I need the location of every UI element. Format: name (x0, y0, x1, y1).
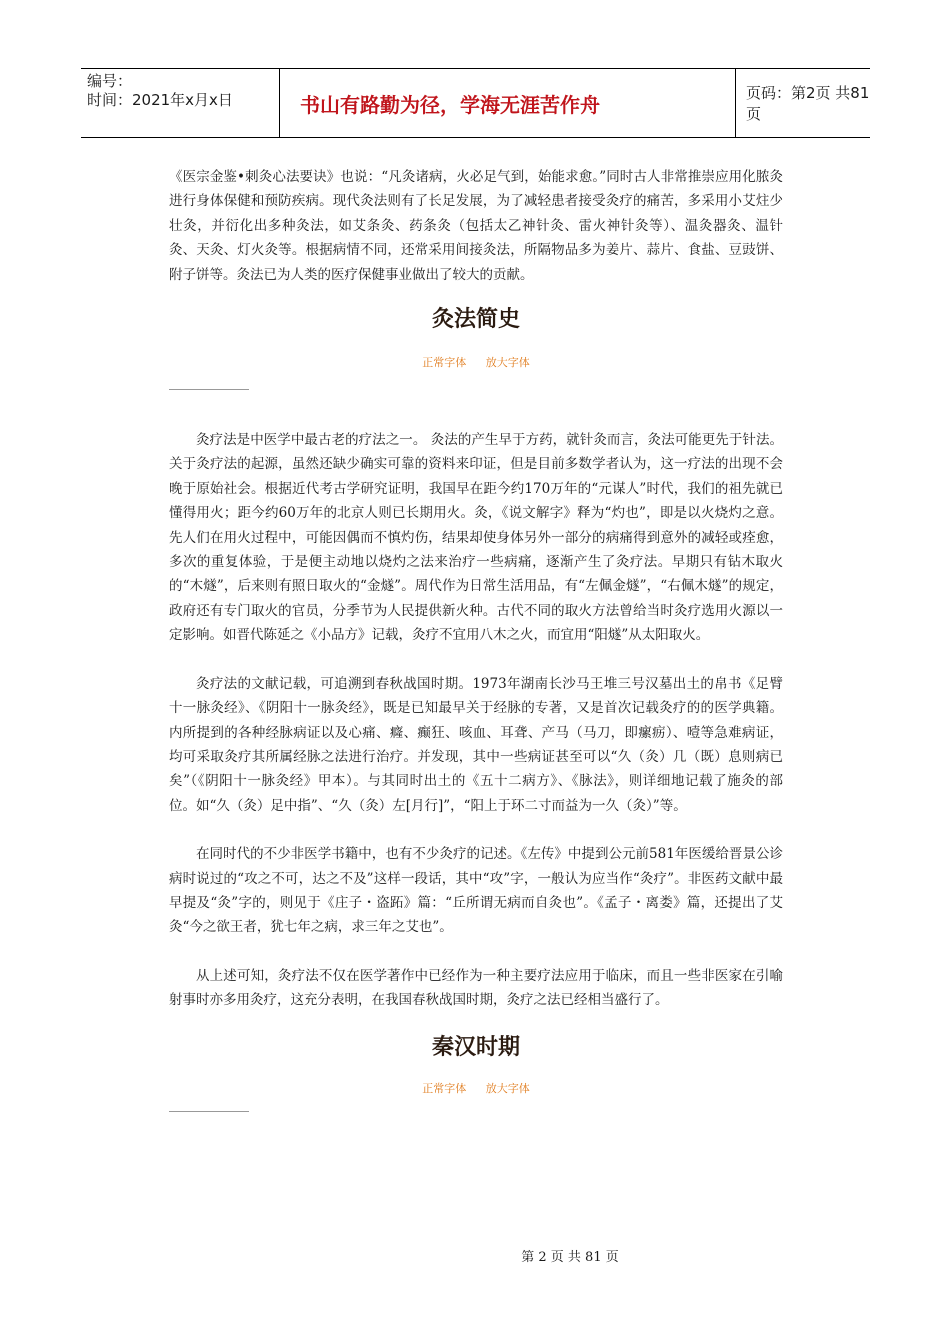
serial-number-label: 编号： (87, 72, 133, 90)
header-meta (81, 69, 280, 137)
section-divider (169, 1111, 249, 1112)
normal-font-link[interactable]: 正常字体 (422, 356, 467, 370)
paragraph: 在同时代的不少非医学书籍中，也有不少灸疗的记述。《左传》中提到公元前581年医缓给晋景公诊病时说过的“攻之不可，达之不及”这样一段话，其中“攻”字，一般认为应当作“灸疗”。非医药文献中最早提及“灸”字的，则见于《庄子・盗跖》篇：“丘所谓无病而自灸也”。《孟子・离娄》篇，还提出了艾灸“今之欲王者，犹七年之病，求三年之艾也”。 (169, 846, 783, 936)
large-font-link[interactable]: 放大字体 (485, 1081, 530, 1095)
paragraph: 从上述可知，灸疗法不仅在医学著作中已经作为一种主要疗法应用于临床，而且一些非医家在引喻射事时亦多用灸疗，这充分表明，在我国春秋战国时期，灸疗之法已经相当盛行了。 (169, 967, 783, 1009)
normal-font-link[interactable]: 正常字体 (422, 1081, 467, 1095)
page-footer: 第 2 页 共 81 页 (521, 1250, 619, 1265)
document-body (169, 165, 783, 1112)
intro-paragraph: 《医宗金鉴•刺灸心法要诀》也说：“凡灸诸病，火必足气到，始能求愈。”同时古人非常推崇应用化脓灸进行身体保健和预防疾病。现代灸法则有了长足发展，为了减轻患者接受灸疗的痛苦，多采用小艾炷少壮灸，并衍化出多种灸法，如艾条灸、药条灸（包括太乙神针灸、雷火神针灸等）、温灸器灸、温针灸、天灸、灯火灸等。根据病情不同，还常采用间接灸法，所隔物品多为姜片、蒜片、食盐、豆豉饼、附子饼等。灸法已为人类的医疗保健事业做出了较大的贡献。 (169, 169, 783, 283)
header-page-info: 页码：第2页 共81页 (746, 84, 870, 123)
header-motto: 书山有路勤为径，学海无涯苦作舟 (280, 69, 736, 137)
paragraph: 灸疗法是中医学中最古老的疗法之一。 灸法的产生早于方药，就针灸而言，灸法可能更先于针法。关于灸疗法的起源，虽然还缺少确实可靠的资料来印证，但是目前多数学者认为，这一疗法的出现不会晚于原始社会。根据近代考古学研究证明，我国早在距今约170万年的“元谋人”时代，我们的祖先就已懂得用火；距今约60万年的北京人则已长期用火。灸，《说文解字》释为“灼也”，即是以火烧灼之意。先人们在用火过程中，可能因偶而不慎灼伤，结果却使身体另外一部分的病痛得到意外的减轻或痊愈，多次的重复体验，于是便主动地以烧灼之法来治疗一些病痛，逐渐产生了灸疗法。早期只有钻木取火的“木燧”，后来则有照日取火的“金燧”。周代作为日常生活用品，有“左佩金燧”，“右佩木燧”的规定，政府还有专门取火的官员，分季节为人民提供新火种。古代不同的取火方法曾给当时灸疗选用火源以一定影响。如晋代陈延之《小品方》记载，灸疗不宜用八木之火，而宜用“阳燧”从太阳取火。 (169, 432, 783, 644)
paragraph: 灸疗法的文献记载，可追溯到春秋战国时期。1973年湖南长沙马王堆三号汉墓出土的帛书《足臂十一脉灸经》、《阴阳十一脉灸经》，既是已知最早关于经脉的专著，又是首次记载灸疗的的医学典籍。内所提到的各种经脉病证以及心痛、癃、癫狂、咳血、耳聋、产马（马刀，即瘰疬）、噎等急难病证，均可采取灸疗其所属经脉之法进行治疗。并发现，其中一些病证甚至可以“久（灸）几（既）息则病已矣”（《阴阳十一脉灸经》甲本）。与其同时出土的《五十二病方》、《脉法》，则详细地记载了施灸的部位。如“久（灸）足中指”、“久（灸）左[月行]”，“阳上于环二寸而益为一久（灸）”等。 (169, 675, 783, 814)
font-size-switcher (169, 1081, 783, 1097)
font-size-switcher (169, 355, 783, 371)
large-font-link[interactable]: 放大字体 (485, 356, 530, 370)
date-label: 时间：2021年x月x日 (87, 91, 233, 109)
section-title-qin-han: 秦汉时期 (431, 1034, 520, 1060)
document-header (81, 68, 870, 138)
section-title-moxibustion-history: 灸法简史 (431, 307, 520, 333)
